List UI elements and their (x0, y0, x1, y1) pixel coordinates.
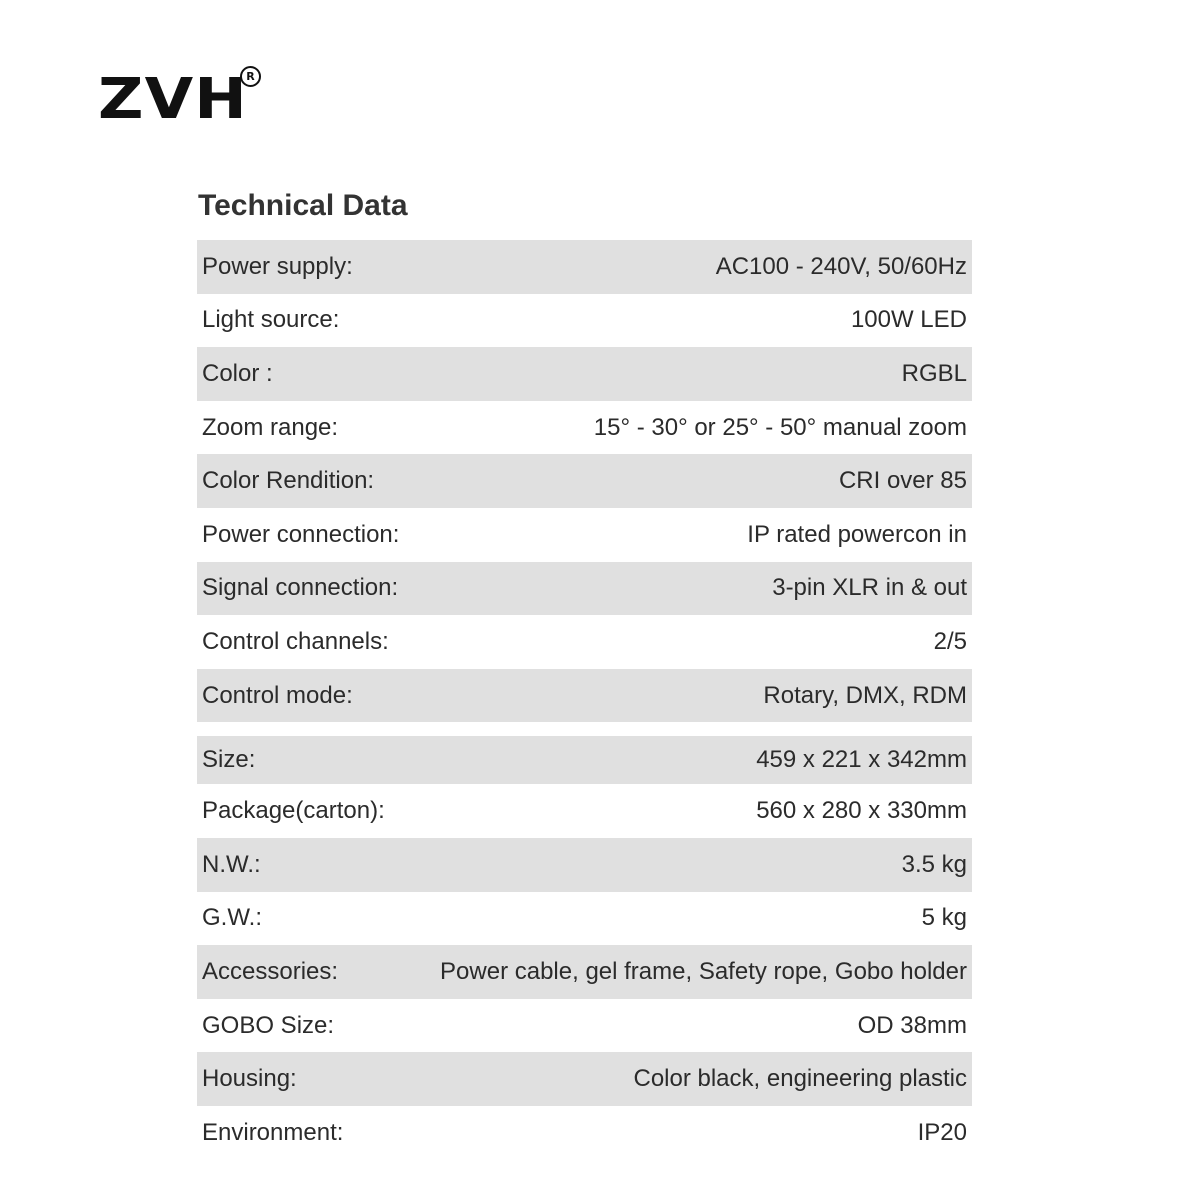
spec-value: RGBL (901, 359, 967, 387)
spec-row-gobo-size (197, 999, 972, 1053)
brand-logo-text: ZVH (98, 67, 248, 132)
registered-mark-icon: R (240, 66, 261, 87)
spec-value: AC100 - 240V, 50/60Hz (715, 252, 967, 280)
spec-label: Size: (202, 746, 256, 774)
spec-row-color (197, 347, 972, 401)
spec-label: Zoom range: (202, 413, 339, 441)
spec-value: CRI over 85 (838, 467, 967, 495)
spec-value: Rotary, DMX, RDM (763, 681, 967, 709)
spec-row-gross-weight (197, 892, 972, 946)
spec-row-control-channels (197, 615, 972, 669)
spec-value: 5 kg (921, 904, 967, 932)
spec-label: GOBO Size: (202, 1011, 335, 1039)
spec-row-control-mode (197, 669, 972, 723)
spec-value: Color black, engineering plastic (633, 1065, 967, 1093)
spec-label: Accessories: (202, 957, 339, 985)
spec-value: IP rated powercon in (747, 520, 967, 548)
spec-row-power-connection (197, 508, 972, 562)
spec-label: Housing: (202, 1065, 297, 1093)
spec-row-zoom-range (197, 401, 972, 455)
section-title: Technical Data (198, 189, 408, 222)
spec-label: Signal connection: (202, 574, 399, 602)
spec-value: 15° - 30° or 25° - 50° manual zoom (593, 413, 967, 441)
spec-value: 100W LED (850, 306, 967, 334)
spec-value: OD 38mm (857, 1011, 967, 1039)
spec-table (197, 240, 972, 1160)
spec-value: 560 x 280 x 330mm (756, 797, 967, 825)
spec-row-light-source (197, 294, 972, 348)
spec-value: 459 x 221 x 342mm (756, 746, 967, 774)
spec-value: 3-pin XLR in & out (772, 574, 967, 602)
spec-label: Color : (202, 359, 273, 387)
spec-row-package (197, 784, 972, 838)
spec-row-housing (197, 1052, 972, 1106)
spec-row-accessories (197, 945, 972, 999)
spec-value: IP20 (917, 1118, 967, 1146)
spec-label: Light source: (202, 306, 340, 334)
spec-row-net-weight (197, 838, 972, 892)
spec-row-signal-connection (197, 562, 972, 616)
spec-row-size (197, 736, 972, 784)
spec-row-color-rendition (197, 454, 972, 508)
spec-value: 3.5 kg (901, 850, 967, 878)
spec-label: G.W.: (202, 904, 262, 932)
spec-label: Power connection: (202, 520, 400, 548)
spec-row-environment (197, 1106, 972, 1160)
spec-label: Package(carton): (202, 797, 385, 825)
spec-label: Control channels: (202, 627, 389, 655)
spec-label: Environment: (202, 1118, 344, 1146)
spec-label: N.W.: (202, 850, 261, 878)
brand-logo (98, 67, 255, 132)
spec-value: 2/5 (933, 627, 967, 655)
spec-label: Control mode: (202, 681, 353, 709)
spec-label: Power supply: (202, 252, 353, 280)
spec-row-power-supply (197, 240, 972, 294)
spec-label: Color Rendition: (202, 467, 375, 495)
spec-value: Power cable, gel frame, Safety rope, Gobo holder (440, 957, 967, 985)
